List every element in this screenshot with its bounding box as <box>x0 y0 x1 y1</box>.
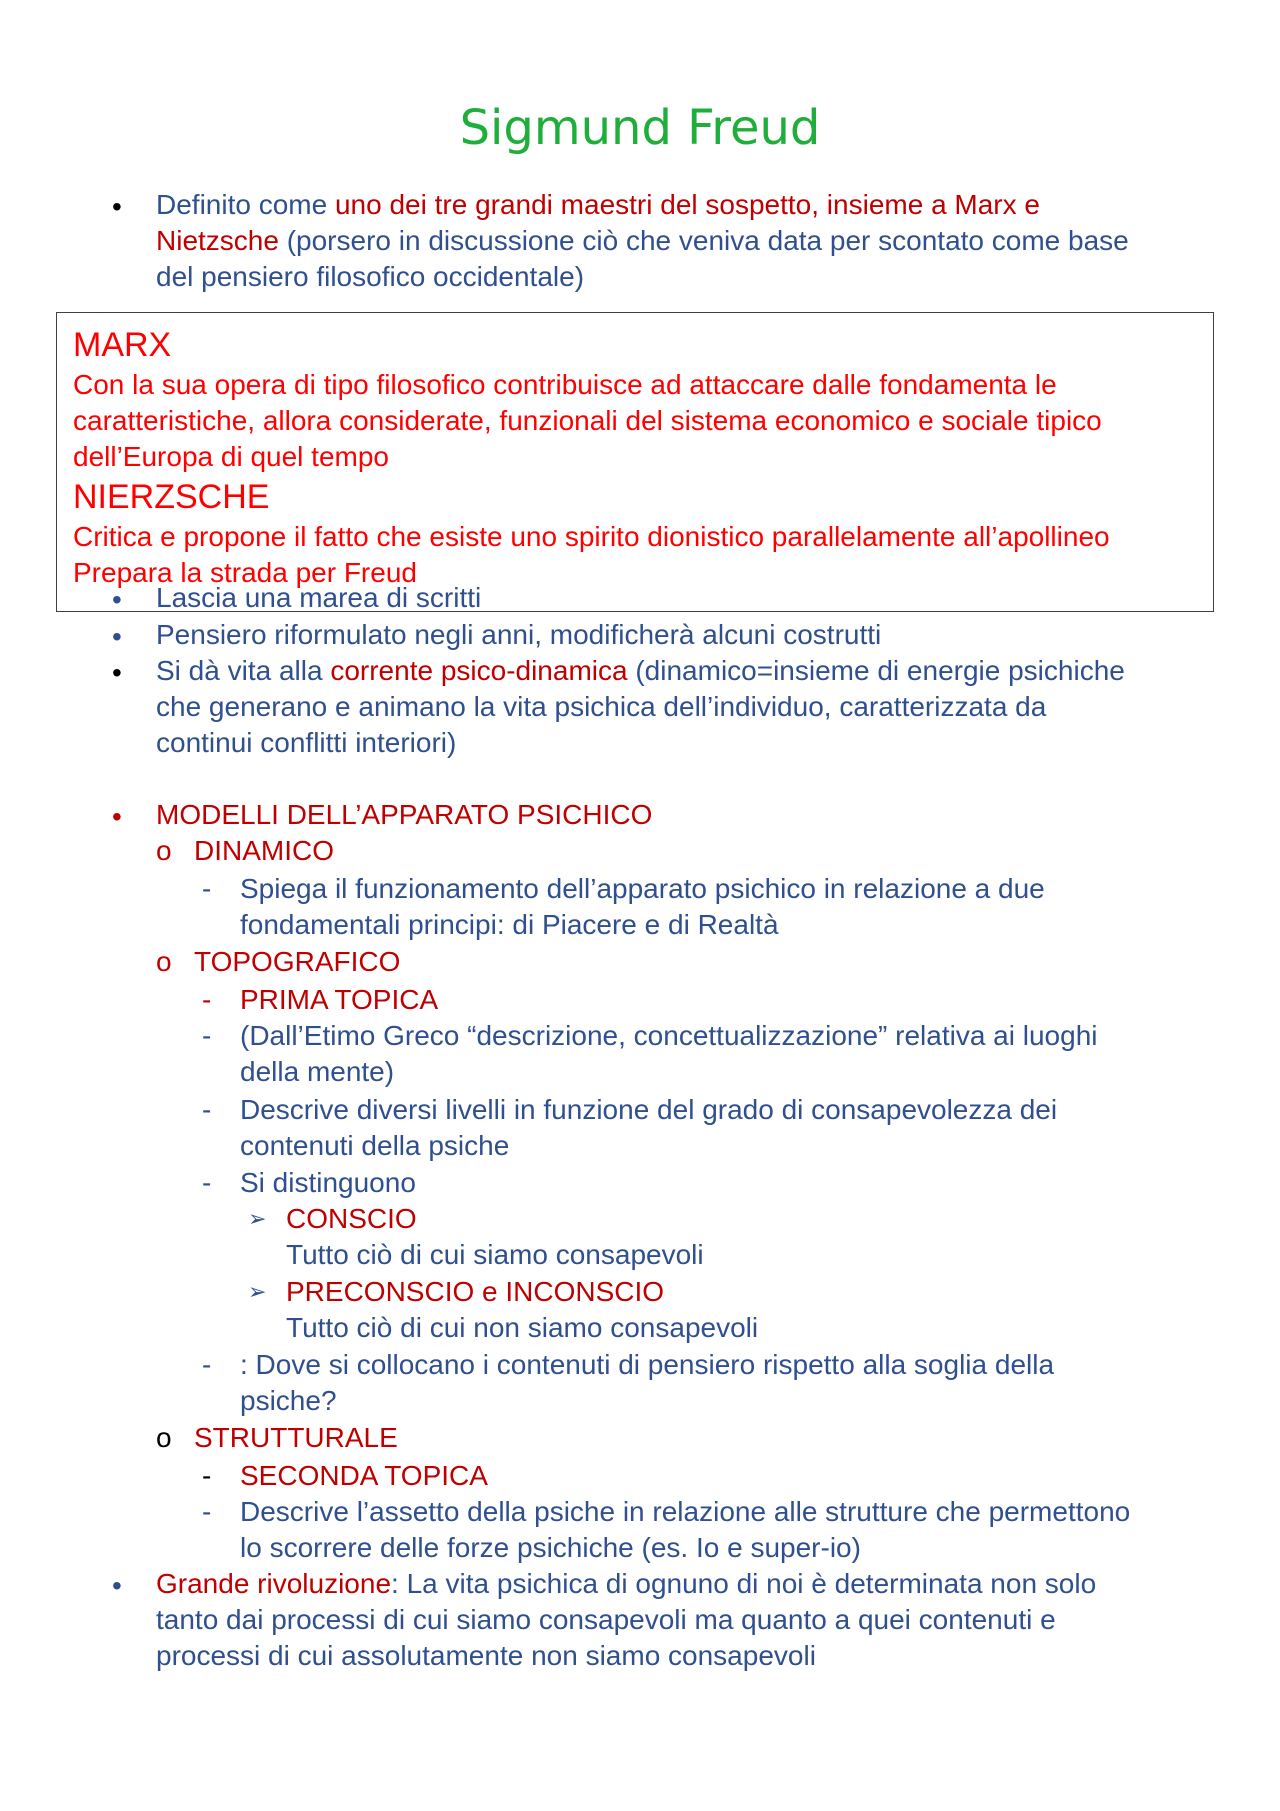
dash-marker: - <box>202 1460 212 1491</box>
strutturale-line-2: lo scorrere delle forze psichiche (es. Io e super-io) <box>240 1532 861 1563</box>
prima-topica: PRIMA TOPICA <box>240 984 439 1015</box>
intro-line-1 <box>156 187 1040 223</box>
rivoluzione-line-3: processi di cui assolutamente non siamo consapevoli <box>156 1640 816 1671</box>
marx-text-line: caratteristiche, allora considerate, funzionali del sistema economico e sociale tipico <box>73 405 1102 436</box>
strutturale-label: STRUTTURALE <box>194 1422 398 1453</box>
intro-line-2 <box>156 223 1129 259</box>
corrente-text: Si dà vita alla <box>156 655 331 686</box>
intro-highlight: uno dei tre grandi maestri del sospetto, insieme a Marx e <box>334 189 1040 220</box>
dash-marker: - <box>202 1496 212 1527</box>
bullet-dot: • <box>112 584 122 615</box>
rivoluzione-text: : La vita psichica di ognuno di noi è determinata non solo <box>391 1568 1097 1599</box>
masters-box <box>56 312 1214 612</box>
arrow-bullet-icon: ➢ <box>248 1279 267 1304</box>
dinamico-label: DINAMICO <box>194 835 334 866</box>
nietzsche-heading: NIERZSCHE <box>73 478 270 516</box>
distinguono-item: Si distinguono <box>240 1167 416 1198</box>
preconscio-label: PRECONSCIO e INCONSCIO <box>286 1276 665 1307</box>
dash-marker: - <box>202 984 212 1015</box>
circle-marker: o <box>156 1422 172 1453</box>
bullet-dot: • <box>112 657 122 688</box>
conscio-label: CONSCIO <box>286 1203 417 1234</box>
domanda-line-2: psiche? <box>240 1385 337 1416</box>
page-title: Sigmund Freud <box>459 100 821 156</box>
pensiero-item: Pensiero riformulato negli anni, modificherà alcuni costrutti <box>156 619 882 650</box>
intro-line-3: del pensiero filosofico occidentale) <box>156 261 585 292</box>
scritti-item: Lascia una marea di scritti <box>156 582 482 613</box>
circle-marker: o <box>156 835 172 866</box>
corrente-line-3: continui conflitti interiori) <box>156 727 457 758</box>
arrow-bullet-icon: ➢ <box>248 1206 267 1231</box>
dinamico-line-2: fondamentali principi: di Piacere e di Realtà <box>240 909 779 940</box>
modelli-heading: MODELLI DELL’APPARATO PSICHICO <box>156 799 653 830</box>
marx-text-line: Con la sua opera di tipo filosofico contribuisce ad attaccare dalle fondamenta le <box>73 369 1057 400</box>
descr-line-1: Descrive diversi livelli in funzione del grado di consapevolezza dei <box>240 1094 1058 1125</box>
etimo-line-1: (Dall’Etimo Greco “descrizione, concettualizzazione” relativa ai luoghi <box>240 1020 1098 1051</box>
marx-heading: MARX <box>73 326 172 364</box>
intro-text: Definito come <box>156 189 335 220</box>
intro-highlight-nietzsche: Nietzsche <box>156 225 279 256</box>
circle-marker: o <box>156 946 172 977</box>
seconda-topica: SECONDA TOPICA <box>240 1460 488 1491</box>
dash-marker: - <box>202 1167 212 1198</box>
strutturale-line-1: Descrive l’assetto della psiche in relazione alle strutture che permettono <box>240 1496 1131 1527</box>
dash-marker: - <box>202 1094 212 1125</box>
dinamico-line-1: Spiega il funzionamento dell’apparato psichico in relazione a due <box>240 873 1045 904</box>
rivoluzione-line-2: tanto dai processi di cui siamo consapevoli ma quanto a quei contenuti e <box>156 1604 1056 1635</box>
bullet-dot: • <box>112 191 122 222</box>
intro-text: (porsero in discussione ciò che veniva data per scontato come base <box>278 225 1129 256</box>
descr-line-2: contenuti della psiche <box>240 1130 510 1161</box>
marx-text-line: dell’Europa di quel tempo <box>73 441 389 472</box>
corrente-line-2: che generano e animano la vita psichica dell’individuo, caratterizzata da <box>156 691 1047 722</box>
etimo-line-2: della mente) <box>240 1056 395 1087</box>
bullet-dot: • <box>112 1570 122 1601</box>
nietzsche-text-line: Prepara la strada per Freud <box>73 557 417 588</box>
bullet-dot: • <box>112 801 122 832</box>
domanda-line-1: : Dove si collocano i contenuti di pensiero rispetto alla soglia della <box>240 1349 1055 1380</box>
corrente-text: (dinamico=insieme di energie psichiche <box>627 655 1125 686</box>
topografico-label: TOPOGRAFICO <box>194 946 401 977</box>
preconscio-definition: Tutto ciò di cui non siamo consapevoli <box>286 1312 759 1343</box>
dash-marker: - <box>202 1349 212 1380</box>
dash-marker: - <box>202 873 212 904</box>
nietzsche-text-line: Critica e propone il fatto che esiste uno spirito dionistico parallelamente all’apollineo <box>73 521 1110 552</box>
dash-marker: - <box>202 1020 212 1051</box>
rivoluzione-line-1 <box>156 1566 1096 1602</box>
bullet-dot: • <box>112 621 122 652</box>
corrente-line-1 <box>156 653 1125 689</box>
conscio-definition: Tutto ciò di cui siamo consapevoli <box>286 1239 704 1270</box>
rivoluzione-highlight: Grande rivoluzione <box>156 1568 392 1599</box>
corrente-highlight: corrente psico-dinamica <box>330 655 628 686</box>
